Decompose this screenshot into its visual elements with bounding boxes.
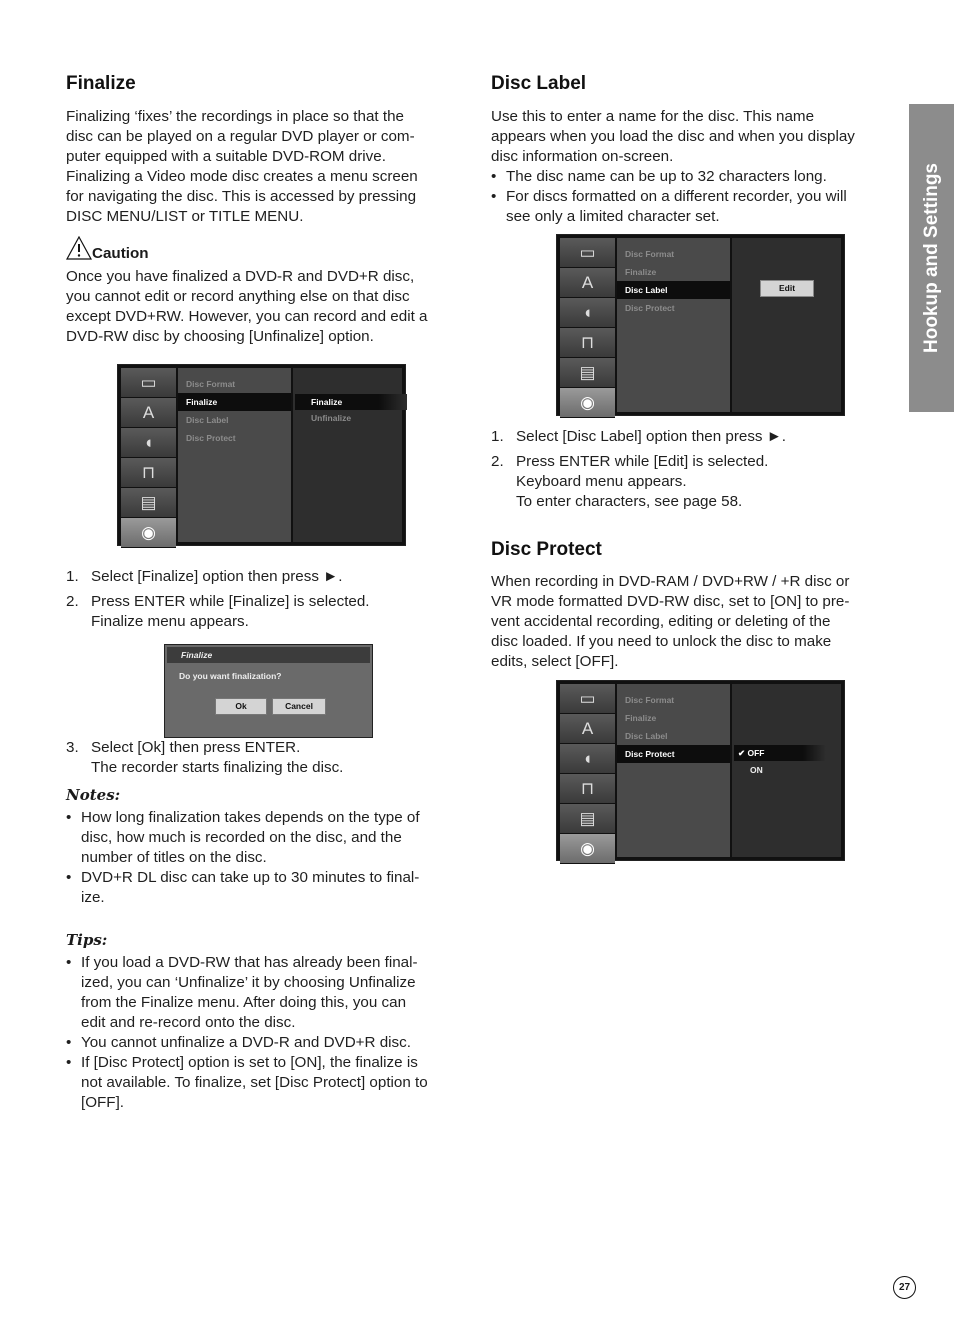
lock-icon: ⊓ [560, 328, 615, 358]
menu-item-disc-label[interactable]: Disc Label [617, 281, 730, 299]
step-item: 3. Select [Ok] then press ENTER. The recorder starts finalizing the disc. [66, 739, 344, 776]
disc-label-heading: Disc Label [491, 73, 587, 94]
disc-protect-menu-screen [556, 680, 845, 861]
dialog-title: Finalize [167, 647, 370, 663]
page-number: 27 [893, 1276, 916, 1299]
menu-icon-column [560, 684, 615, 857]
menu-item-disc-label[interactable]: Disc Label [625, 731, 668, 741]
step-item: 2. Press ENTER while [Edit] is selected. Keyboard menu appears. To enter characters, see page 58. [491, 453, 769, 510]
disc-icon: ◉ [560, 834, 615, 864]
caution-text: Once you have finalized a DVD-R and DVD+R disc, you cannot edit or record anything else on that disc except DVD+RW. However, you can record and edit a DVD-RW disc by choosing [Unfinalize] option. [66, 268, 428, 345]
menu-item-finalize[interactable]: Finalize [625, 267, 657, 277]
edit-button[interactable]: Edit [760, 280, 814, 297]
tip-item: • If you load a DVD-RW that has already been final- ized, you can ‘Unfinalize’ it by choosing Unfinalize from the Finalize menu. After doing this, you can edit and re-record onto the disc. [66, 953, 428, 1033]
menu-item-disc-format[interactable]: Disc Format [625, 695, 675, 705]
caution-heading [66, 236, 149, 262]
finalize-intro: Finalizing ‘fixes’ the recordings in place so that the disc can be played on a regular DVD player or com- puter equipped with a suitable DVD-ROM drive. Finalizing a Video mode disc creates a menu screen for navigating the disc. This is accessed by pressing DISC MENU/LIST or TITLE MENU. [66, 108, 418, 225]
disc-label-steps [491, 427, 786, 517]
menu-icon-column [560, 238, 615, 412]
text-icon: A [121, 398, 176, 428]
finalize-menu-screen [117, 364, 406, 546]
menu-option-column [293, 368, 402, 542]
menu-item-disc-label[interactable]: Disc Label [186, 415, 229, 425]
dialog-question: Do you want finalization? [179, 671, 282, 681]
menu-item-column [617, 238, 730, 412]
disc-protect-heading: Disc Protect [491, 539, 602, 560]
option-off[interactable]: ✔ OFF [734, 745, 826, 761]
tip-item: • If [Disc Protect] option is set to [ON], the finalize is not available. To finalize, set [Disc Protect] option to [OFF]. [66, 1053, 428, 1113]
menu-item-disc-protect[interactable]: Disc Protect [186, 433, 236, 443]
text-icon: A [560, 268, 615, 298]
finalize-step-3 [66, 738, 343, 783]
film-icon: ▤ [560, 804, 615, 834]
notes-list [66, 808, 420, 908]
tips-list [66, 953, 428, 1113]
menu-item-column [178, 368, 291, 542]
menu-icon-column [121, 368, 176, 542]
film-icon: ▤ [560, 358, 615, 388]
ok-button[interactable]: Ok [215, 698, 267, 715]
bullet-item: • For discs formatted on a different recorder, you will see only a limited character set. [491, 187, 847, 227]
tip-item: • You cannot unfinalize a DVD-R and DVD+R disc. [66, 1033, 428, 1053]
menu-option-column [732, 238, 841, 412]
caution-label: Caution [92, 245, 149, 262]
lock-icon: ⊓ [560, 774, 615, 804]
check-icon: ✔ [738, 748, 746, 758]
disc-protect-text: When recording in DVD-RAM / DVD+RW / +R disc or VR mode formatted DVD-RW disc, set to [ON] to pre- vent accidental recording, editing or deleting of the disc loaded. If you need to unlock the disc to make edits, select [OFF]. [491, 573, 850, 670]
lock-icon: ⊓ [121, 458, 176, 488]
menu-item-finalize[interactable]: Finalize [178, 393, 291, 411]
menu-item-column [617, 684, 730, 857]
cancel-button[interactable]: Cancel [272, 698, 326, 715]
disc-icon: ◉ [121, 518, 176, 548]
text-icon: A [560, 714, 615, 744]
menu-item-disc-format[interactable]: Disc Format [186, 379, 236, 389]
disc-icon: ◉ [560, 388, 615, 418]
finalize-heading: Finalize [66, 73, 136, 94]
disc-label-bullets [491, 167, 847, 227]
bullet-item: • The disc name can be up to 32 characters long. [491, 167, 847, 187]
menu-item-disc-protect[interactable]: Disc Protect [617, 745, 730, 763]
warning-icon [66, 236, 92, 260]
note-item: • DVD+R DL disc can take up to 30 minutes to final- ize. [66, 868, 420, 908]
option-finalize[interactable]: Finalize [295, 394, 407, 410]
tv-icon: ▭ [560, 684, 615, 714]
speaker-icon: ◖ [560, 744, 615, 774]
speaker-icon: ◖ [121, 428, 176, 458]
note-item: • How long finalization takes depends on the type of disc, how much is recorded on the disc, and the number of titles on the disc. [66, 808, 420, 868]
tips-heading: Tips: [66, 931, 108, 949]
notes-heading: Notes: [66, 786, 121, 804]
option-unfinalize[interactable]: Unfinalize [311, 413, 352, 423]
menu-item-disc-protect[interactable]: Disc Protect [625, 303, 675, 313]
finalize-steps [66, 567, 370, 637]
option-on[interactable]: ON [750, 765, 763, 775]
tv-icon: ▭ [560, 238, 615, 268]
disc-label-menu-screen [556, 234, 845, 416]
finalize-dialog [164, 644, 373, 738]
step-item: 1. Select [Disc Label] option then press ►. [491, 428, 786, 445]
step-item: 2. Press ENTER while [Finalize] is selected. Finalize menu appears. [66, 593, 370, 630]
section-side-tab: Hookup and Settings [909, 104, 954, 412]
menu-option-column [732, 684, 841, 857]
speaker-icon: ◖ [560, 298, 615, 328]
menu-item-disc-format[interactable]: Disc Format [625, 249, 675, 259]
step-item: 1. Select [Finalize] option then press ►. [66, 568, 343, 585]
menu-item-finalize[interactable]: Finalize [625, 713, 657, 723]
film-icon: ▤ [121, 488, 176, 518]
tv-icon: ▭ [121, 368, 176, 398]
disc-label-intro: Use this to enter a name for the disc. This name appears when you load the disc and when you display disc information on-screen. [491, 108, 855, 165]
